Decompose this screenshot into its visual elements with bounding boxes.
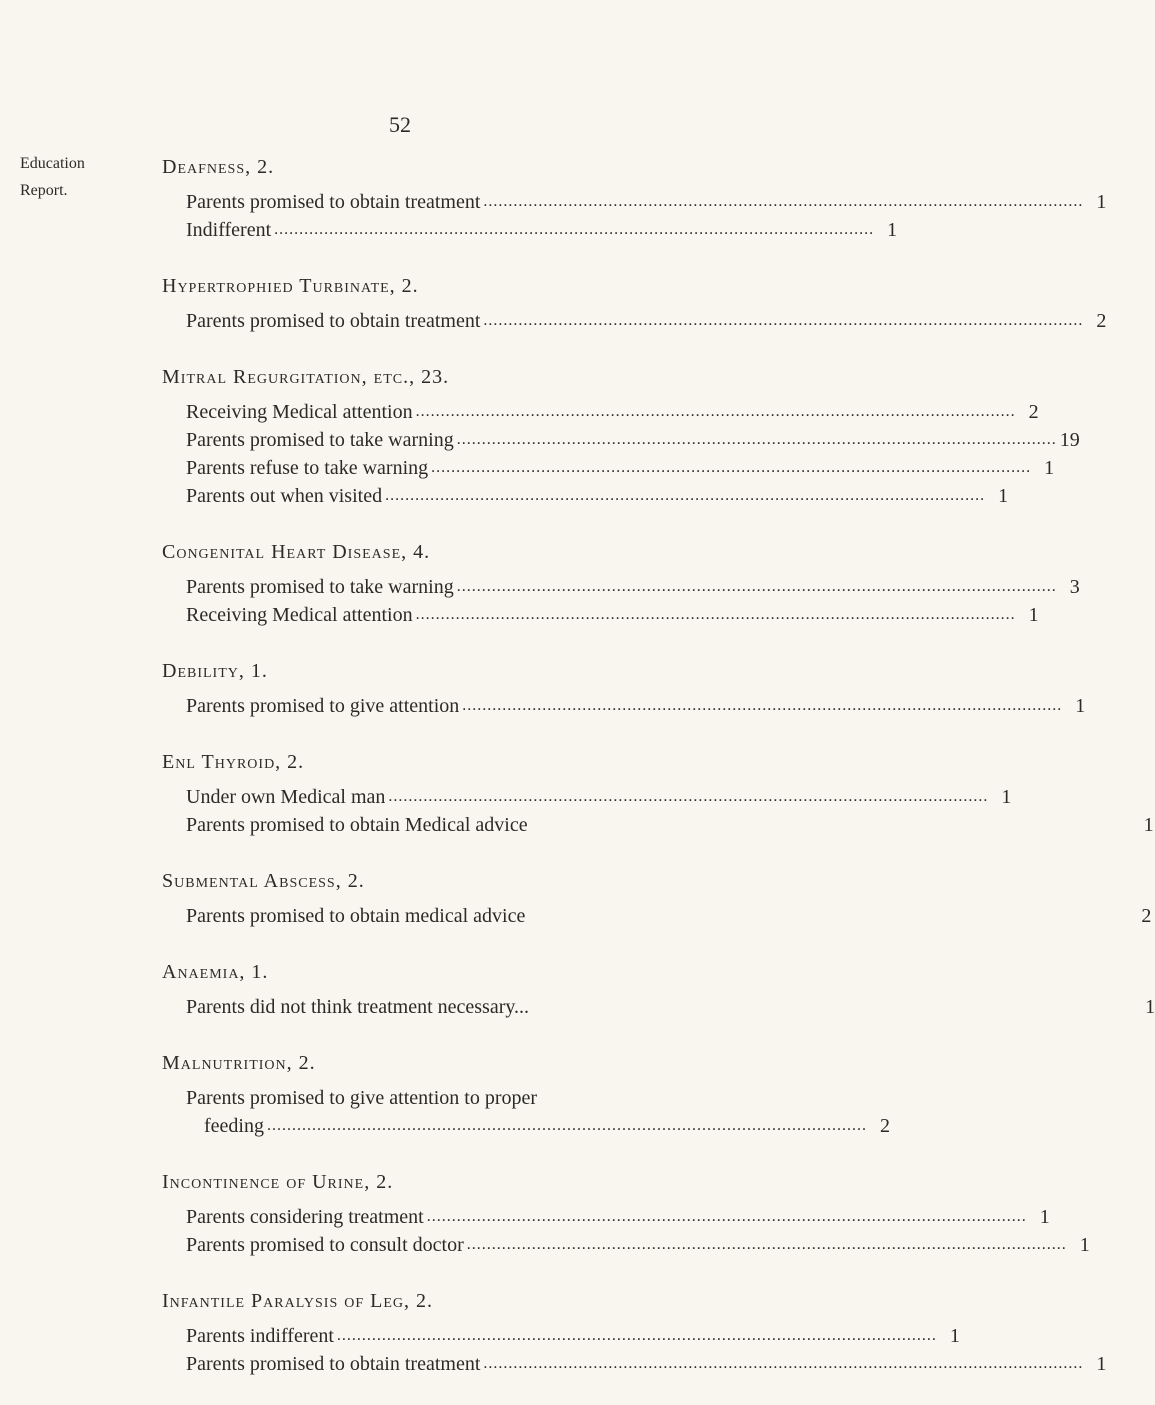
outcome-count: 2 <box>1028 401 1039 423</box>
outcome-count: 1 <box>1039 1206 1050 1228</box>
outcome-count: 1 <box>949 1325 960 1347</box>
condition-section <box>162 537 1080 629</box>
condition-section <box>162 1286 1107 1378</box>
condition-section <box>162 152 1107 244</box>
condition-heading: Anaemia, 1. <box>162 961 269 983</box>
dot-leader: ........................................................................................................................ <box>456 431 1057 448</box>
outcome-label: Parents promised to consult doctor <box>186 1234 464 1256</box>
outcome-label-line: Parents promised to give attention to proper <box>186 1087 538 1109</box>
outcome-label: Receiving Medical attention <box>186 401 413 423</box>
dot-leader: ........................................................................................................................ <box>385 487 986 504</box>
outcome-label: Parents promised to give attention <box>186 695 460 717</box>
outcome-row <box>186 993 1155 1021</box>
outcome-label: Parents refuse to take warning <box>186 457 429 479</box>
outcome-label: Parents did not think treatment necessary... <box>186 996 530 1018</box>
dot-leader: ........................................................................................................................ <box>415 606 1016 623</box>
outcome-row <box>186 1203 1050 1231</box>
outcome-row <box>186 1084 890 1140</box>
outcome-row <box>186 1322 960 1350</box>
outcome-row <box>186 398 1039 426</box>
dot-leader: ........................................................................................................................ <box>274 221 875 238</box>
dot-leader: ........................................................................................................................ <box>266 1117 867 1134</box>
condition-section <box>162 656 1086 720</box>
condition-heading: Enl Thyroid, 2. <box>162 751 305 773</box>
outcome-label: Under own Medical man <box>186 786 386 808</box>
outcome-count: 2 <box>879 1115 890 1137</box>
page-number: 52 <box>389 112 411 137</box>
margin-note-line: Report. <box>20 182 68 199</box>
outcome-count: 1 <box>887 219 898 241</box>
outcome-label-continuation: feeding <box>204 1115 264 1137</box>
outcome-row <box>186 902 1152 930</box>
outcome-row <box>186 692 1086 720</box>
outcome-count: 19 <box>1059 429 1080 451</box>
outcome-count: 1 <box>1096 1353 1107 1375</box>
outcome-label: Parents promised to obtain Medical advice <box>186 814 528 836</box>
condition-section <box>162 866 1152 930</box>
outcome-count: 1 <box>1044 457 1055 479</box>
outcome-count: 1 <box>1028 604 1039 626</box>
outcome-row <box>186 811 1154 839</box>
condition-heading: Submental Abscess, 2. <box>162 870 365 892</box>
condition-section <box>162 362 1080 510</box>
condition-heading: Mitral Regurgitation, etc., 23. <box>162 366 450 388</box>
outcome-row <box>186 601 1039 629</box>
dot-leader: ........................................................................................................................ <box>483 1355 1084 1372</box>
outcome-label: Parents promised to take warning <box>186 576 454 598</box>
outcome-label: Receiving Medical attention <box>186 604 413 626</box>
outcome-row <box>186 1231 1090 1259</box>
outcome-label: Parents considering treatment <box>186 1206 424 1228</box>
dot-leader: ........................................................................................................................ <box>426 1208 1027 1225</box>
outcome-row <box>186 1350 1107 1378</box>
outcome-label: Parents promised to obtain treatment <box>186 310 481 332</box>
dot-leader: ........................................................................................................................ <box>431 459 1032 476</box>
condition-section <box>162 957 1155 1021</box>
dot-leader: ........................................................................................................................ <box>483 312 1084 329</box>
outcome-label: Parents promised to take warning <box>186 429 454 451</box>
outcome-label: Parents promised to obtain treatment <box>186 1353 481 1375</box>
dot-leader: ........................................................................................................................ <box>336 1327 937 1344</box>
dot-leader: ........................................................................................................................ <box>483 193 1084 210</box>
dot-leader: ........................................................................................................................ <box>415 403 1016 420</box>
outcome-row <box>186 783 1012 811</box>
outcome-row <box>186 426 1080 454</box>
condition-heading: Infantile Paralysis of Leg, 2. <box>162 1290 434 1312</box>
outcome-row <box>186 454 1055 482</box>
outcome-label: Indifferent <box>186 219 272 241</box>
condition-heading: Incontinence of Urine, 2. <box>162 1171 394 1193</box>
condition-section <box>162 1167 1090 1259</box>
outcome-count: 2 <box>1141 905 1152 927</box>
margin-note <box>20 150 85 204</box>
dot-leader: ........................................................................................................................ <box>456 578 1057 595</box>
dot-leader: ........................................................................................................................ <box>388 788 989 805</box>
condition-heading: Debility, 1. <box>162 660 268 682</box>
condition-section <box>162 271 1107 335</box>
dot-leader: ........................................................................................................................ <box>466 1236 1067 1253</box>
outcome-row <box>186 307 1107 335</box>
outcome-count: 1 <box>1145 996 1155 1018</box>
outcome-count: 2 <box>1096 310 1107 332</box>
dot-leader: ........................................................................................................................ <box>462 697 1063 714</box>
outcome-count: 1 <box>1079 1234 1090 1256</box>
condition-heading: Hypertrophied Turbinate, 2. <box>162 275 419 297</box>
condition-heading: Congenital Heart Disease, 4. <box>162 541 431 563</box>
outcome-count: 1 <box>1096 191 1107 213</box>
outcome-count: 1 <box>1143 814 1154 836</box>
outcome-label: Parents promised to obtain medical advice <box>186 905 526 927</box>
condition-heading: Malnutrition, 2. <box>162 1052 316 1074</box>
outcome-label: Parents indifferent <box>186 1325 334 1347</box>
outcome-row <box>186 573 1080 601</box>
condition-section <box>162 747 1154 839</box>
outcome-label: Parents promised to obtain treatment <box>186 191 481 213</box>
report-list <box>162 152 1155 1405</box>
outcome-count: 1 <box>998 485 1009 507</box>
outcome-count: 1 <box>1075 695 1086 717</box>
margin-note-line: Education <box>20 155 85 172</box>
condition-heading: Deafness, 2. <box>162 156 275 178</box>
outcome-label <box>186 1084 870 1140</box>
outcome-row <box>186 482 1009 510</box>
condition-section <box>162 1048 890 1140</box>
outcome-count: 1 <box>1001 786 1012 808</box>
outcome-label: Parents out when visited <box>186 485 383 507</box>
outcome-row <box>186 216 898 244</box>
outcome-row <box>186 188 1107 216</box>
outcome-count: 3 <box>1069 576 1080 598</box>
